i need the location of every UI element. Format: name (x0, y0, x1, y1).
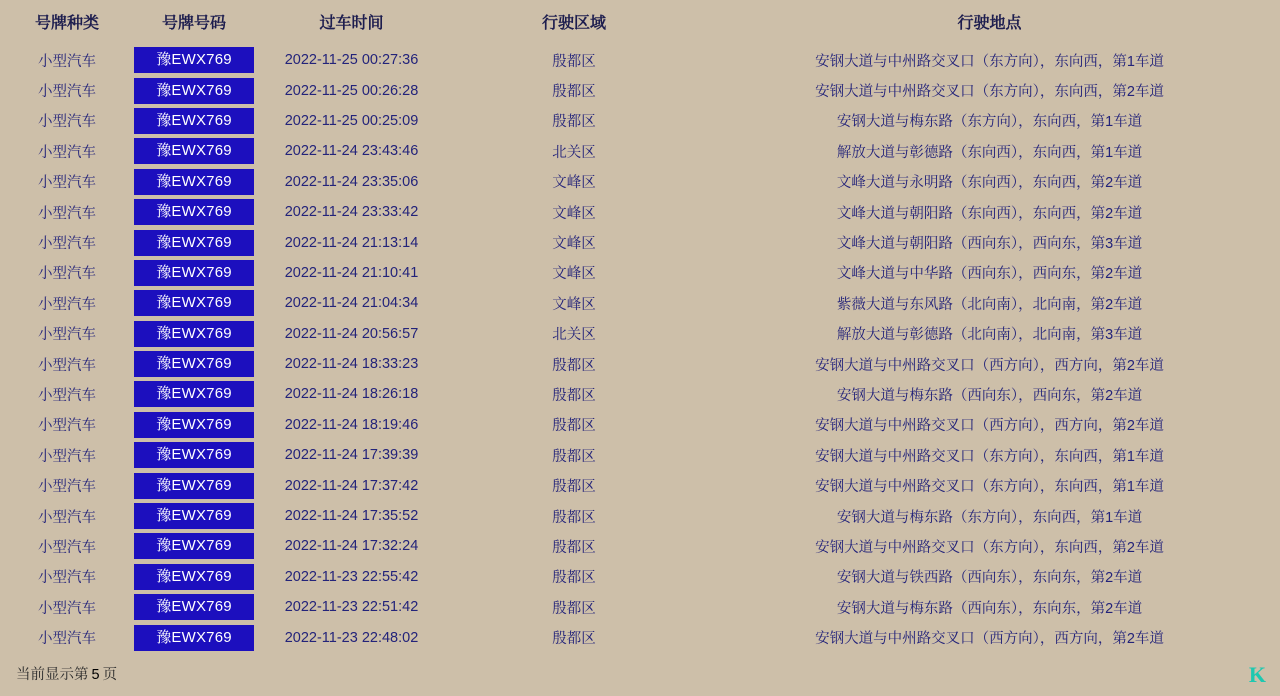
plate-badge: 豫EWX769 (134, 78, 254, 104)
cell-driving-location: 解放大道与彰德路（东向西），东向西，第1车道 (836, 144, 1143, 161)
cell-driving-location: 安钢大道与梅东路（西向东），西向东，第2车道 (836, 387, 1143, 404)
cell-plate-type: 小型汽车 (38, 539, 96, 556)
cell-driving-area: 殷都区 (552, 600, 596, 617)
cell-driving-area: 殷都区 (552, 418, 596, 435)
cell-plate-type: 小型汽车 (38, 144, 96, 161)
cell-plate-type: 小型汽车 (38, 479, 96, 496)
cell-driving-area: 文峰区 (552, 205, 596, 222)
cell-plate-type: 小型汽车 (38, 387, 96, 404)
column-header-pass-time: 过车时间 (319, 15, 384, 32)
table-row[interactable] (0, 167, 1280, 197)
cell-plate-type: 小型汽车 (38, 205, 96, 222)
plate-badge: 豫EWX769 (134, 351, 254, 377)
cell-plate-number (134, 501, 254, 531)
plate-badge: 豫EWX769 (134, 230, 254, 256)
plate-badge: 豫EWX769 (134, 108, 254, 134)
plate-badge: 豫EWX769 (134, 564, 254, 590)
cell-driving-location: 文峰大道与朝阳路（东向西），东向西，第2车道 (836, 205, 1143, 222)
cell-pass-time: 2022-11-23 22:48:02 (284, 629, 419, 646)
cell-driving-area: 文峰区 (552, 296, 596, 313)
table-row[interactable] (0, 379, 1280, 409)
cell-plate-number (134, 167, 254, 197)
cell-driving-area: 文峰区 (552, 266, 596, 283)
cell-plate-type: 小型汽车 (38, 296, 96, 313)
table-row[interactable] (0, 592, 1280, 622)
cell-plate-number (134, 622, 254, 652)
cell-plate-type: 小型汽车 (38, 236, 96, 253)
cell-plate-type: 小型汽车 (38, 600, 96, 617)
table-row[interactable] (0, 531, 1280, 561)
plate-badge: 豫EWX769 (134, 381, 254, 407)
cell-plate-number (134, 562, 254, 592)
cell-driving-location: 安钢大道与中州路交叉口（西方向），西方向，第2车道 (815, 357, 1164, 374)
cell-plate-number (134, 470, 254, 500)
cell-driving-location: 紫薇大道与东风路（北向南），北向南，第2车道 (836, 296, 1143, 313)
cell-plate-type: 小型汽车 (38, 570, 96, 587)
plate-badge: 豫EWX769 (134, 473, 254, 499)
cell-driving-area: 殷都区 (552, 509, 596, 526)
table-row[interactable] (0, 622, 1280, 652)
plate-badge: 豫EWX769 (134, 321, 254, 347)
table-row[interactable] (0, 319, 1280, 349)
cell-plate-type: 小型汽车 (38, 418, 96, 435)
cell-plate-number (134, 106, 254, 136)
cell-driving-location: 安钢大道与中州路交叉口（东方向），东向西，第1车道 (815, 53, 1164, 70)
plate-badge: 豫EWX769 (134, 290, 254, 316)
cell-plate-number (134, 349, 254, 379)
plate-badge: 豫EWX769 (134, 594, 254, 620)
pagination-page-number: 5 (91, 667, 100, 683)
table-row[interactable] (0, 136, 1280, 166)
cell-driving-area: 殷都区 (552, 387, 596, 404)
plate-badge: 豫EWX769 (134, 260, 254, 286)
cell-plate-number (134, 197, 254, 227)
cell-pass-time: 2022-11-24 17:37:42 (284, 477, 419, 494)
table-row[interactable] (0, 288, 1280, 318)
cell-plate-number (134, 288, 254, 318)
cell-driving-area: 北关区 (552, 144, 596, 161)
cell-plate-type: 小型汽车 (38, 357, 96, 374)
cell-plate-number (134, 531, 254, 561)
cell-pass-time: 2022-11-24 23:35:06 (284, 173, 419, 190)
cell-driving-area: 殷都区 (552, 357, 596, 374)
table-row[interactable] (0, 106, 1280, 136)
cell-plate-type: 小型汽车 (38, 631, 96, 648)
table-header (0, 0, 1280, 45)
cell-plate-number (134, 592, 254, 622)
column-header-plate-type: 号牌种类 (34, 15, 99, 32)
table-body (0, 45, 1280, 653)
table-header-row (0, 0, 1280, 45)
cell-driving-area: 殷都区 (552, 479, 596, 496)
table-row[interactable] (0, 501, 1280, 531)
cell-pass-time: 2022-11-24 23:43:46 (284, 143, 419, 160)
cell-driving-location: 安钢大道与梅东路（东方向），东向西，第1车道 (836, 509, 1143, 526)
cell-plate-type: 小型汽车 (38, 84, 96, 101)
cell-plate-type: 小型汽车 (38, 509, 96, 526)
cell-pass-time: 2022-11-24 17:32:24 (284, 538, 419, 555)
table-row[interactable] (0, 45, 1280, 75)
cell-plate-type: 小型汽车 (38, 327, 96, 344)
cell-plate-number (134, 45, 254, 75)
pagination-prefix: 当前显示第 (16, 667, 89, 683)
cell-driving-location: 解放大道与彰德路（北向南），北向南，第3车道 (836, 327, 1143, 344)
watermark-logo: K (1248, 662, 1266, 687)
cell-driving-location: 安钢大道与中州路交叉口（东方向），东向西，第1车道 (815, 479, 1164, 496)
cell-pass-time: 2022-11-24 18:26:18 (284, 386, 419, 403)
column-header-driving-location: 行驶地点 (957, 15, 1022, 32)
cell-driving-area: 文峰区 (552, 236, 596, 253)
cell-driving-location: 安钢大道与梅东路（西向东），东向东，第2车道 (836, 600, 1143, 617)
cell-plate-type: 小型汽车 (38, 266, 96, 283)
plate-badge: 豫EWX769 (134, 533, 254, 559)
plate-badge: 豫EWX769 (134, 625, 254, 651)
plate-badge: 豫EWX769 (134, 199, 254, 225)
cell-plate-number (134, 136, 254, 166)
cell-pass-time: 2022-11-24 21:10:41 (284, 264, 419, 281)
table-row[interactable] (0, 410, 1280, 440)
cell-plate-number (134, 440, 254, 470)
cell-pass-time: 2022-11-24 21:04:34 (284, 295, 419, 312)
table-row[interactable] (0, 440, 1280, 470)
cell-driving-location: 安钢大道与中州路交叉口（东方向），东向西，第2车道 (815, 539, 1164, 556)
cell-driving-location: 文峰大道与永明路（东向西），东向西，第2车道 (836, 175, 1143, 192)
cell-pass-time: 2022-11-25 00:27:36 (284, 52, 419, 69)
cell-driving-area: 殷都区 (552, 448, 596, 465)
cell-pass-time: 2022-11-23 22:55:42 (284, 568, 419, 585)
cell-pass-time: 2022-11-24 17:39:39 (284, 447, 419, 464)
table-row[interactable] (0, 349, 1280, 379)
cell-driving-location: 安钢大道与中州路交叉口（西方向），西方向，第2车道 (815, 631, 1164, 648)
cell-plate-number (134, 227, 254, 257)
cell-driving-location: 安钢大道与铁西路（西向东），东向东，第2车道 (836, 570, 1143, 587)
plate-badge: 豫EWX769 (134, 442, 254, 468)
plate-badge: 豫EWX769 (134, 169, 254, 195)
cell-pass-time: 2022-11-25 00:26:28 (284, 82, 419, 99)
cell-driving-location: 文峰大道与朝阳路（西向东），西向东，第3车道 (836, 236, 1143, 253)
table-row[interactable] (0, 470, 1280, 500)
cell-plate-number (134, 258, 254, 288)
cell-pass-time: 2022-11-24 21:13:14 (284, 234, 419, 251)
cell-plate-type: 小型汽车 (38, 53, 96, 70)
cell-pass-time: 2022-11-24 23:33:42 (284, 204, 419, 221)
cell-driving-area: 殷都区 (552, 84, 596, 101)
pagination-suffix: 页 (102, 667, 118, 683)
cell-pass-time: 2022-11-24 20:56:57 (284, 325, 419, 342)
plate-badge: 豫EWX769 (134, 138, 254, 164)
cell-plate-type: 小型汽车 (38, 175, 96, 192)
cell-driving-location: 安钢大道与梅东路（东方向），东向西，第1车道 (836, 114, 1143, 131)
table-row[interactable] (0, 258, 1280, 288)
cell-pass-time: 2022-11-24 18:33:23 (284, 356, 419, 373)
cell-driving-location: 安钢大道与中州路交叉口（西方向），西方向，第2车道 (815, 418, 1164, 435)
cell-driving-area: 殷都区 (552, 631, 596, 648)
cell-pass-time: 2022-11-23 22:51:42 (284, 599, 419, 616)
plate-badge: 豫EWX769 (134, 47, 254, 73)
column-header-driving-area: 行驶区域 (541, 15, 606, 32)
pagination-status (16, 663, 117, 684)
cell-driving-location: 安钢大道与中州路交叉口（东方向），东向西，第2车道 (815, 84, 1164, 101)
table-row[interactable] (0, 75, 1280, 105)
column-header-plate-number: 号牌号码 (161, 15, 226, 32)
cell-driving-area: 殷都区 (552, 53, 596, 70)
cell-plate-number (134, 379, 254, 409)
cell-driving-area: 北关区 (552, 327, 596, 344)
cell-plate-number (134, 319, 254, 349)
cell-pass-time: 2022-11-24 17:35:52 (284, 508, 419, 525)
cell-pass-time: 2022-11-24 18:19:46 (284, 416, 419, 433)
cell-driving-area: 殷都区 (552, 539, 596, 556)
cell-driving-location: 文峰大道与中华路（西向东），西向东，第2车道 (836, 266, 1143, 283)
cell-plate-type: 小型汽车 (38, 114, 96, 131)
cell-driving-area: 殷都区 (552, 114, 596, 131)
plate-badge: 豫EWX769 (134, 412, 254, 438)
cell-driving-location: 安钢大道与中州路交叉口（东方向），东向西，第1车道 (815, 448, 1164, 465)
table-row[interactable] (0, 562, 1280, 592)
cell-plate-number (134, 410, 254, 440)
cell-plate-type: 小型汽车 (38, 448, 96, 465)
cell-plate-number (134, 75, 254, 105)
cell-pass-time: 2022-11-25 00:25:09 (284, 112, 419, 129)
cell-driving-area: 文峰区 (552, 175, 596, 192)
table-row[interactable] (0, 227, 1280, 257)
cell-driving-area: 殷都区 (552, 570, 596, 587)
plate-badge: 豫EWX769 (134, 503, 254, 529)
table-row[interactable] (0, 197, 1280, 227)
